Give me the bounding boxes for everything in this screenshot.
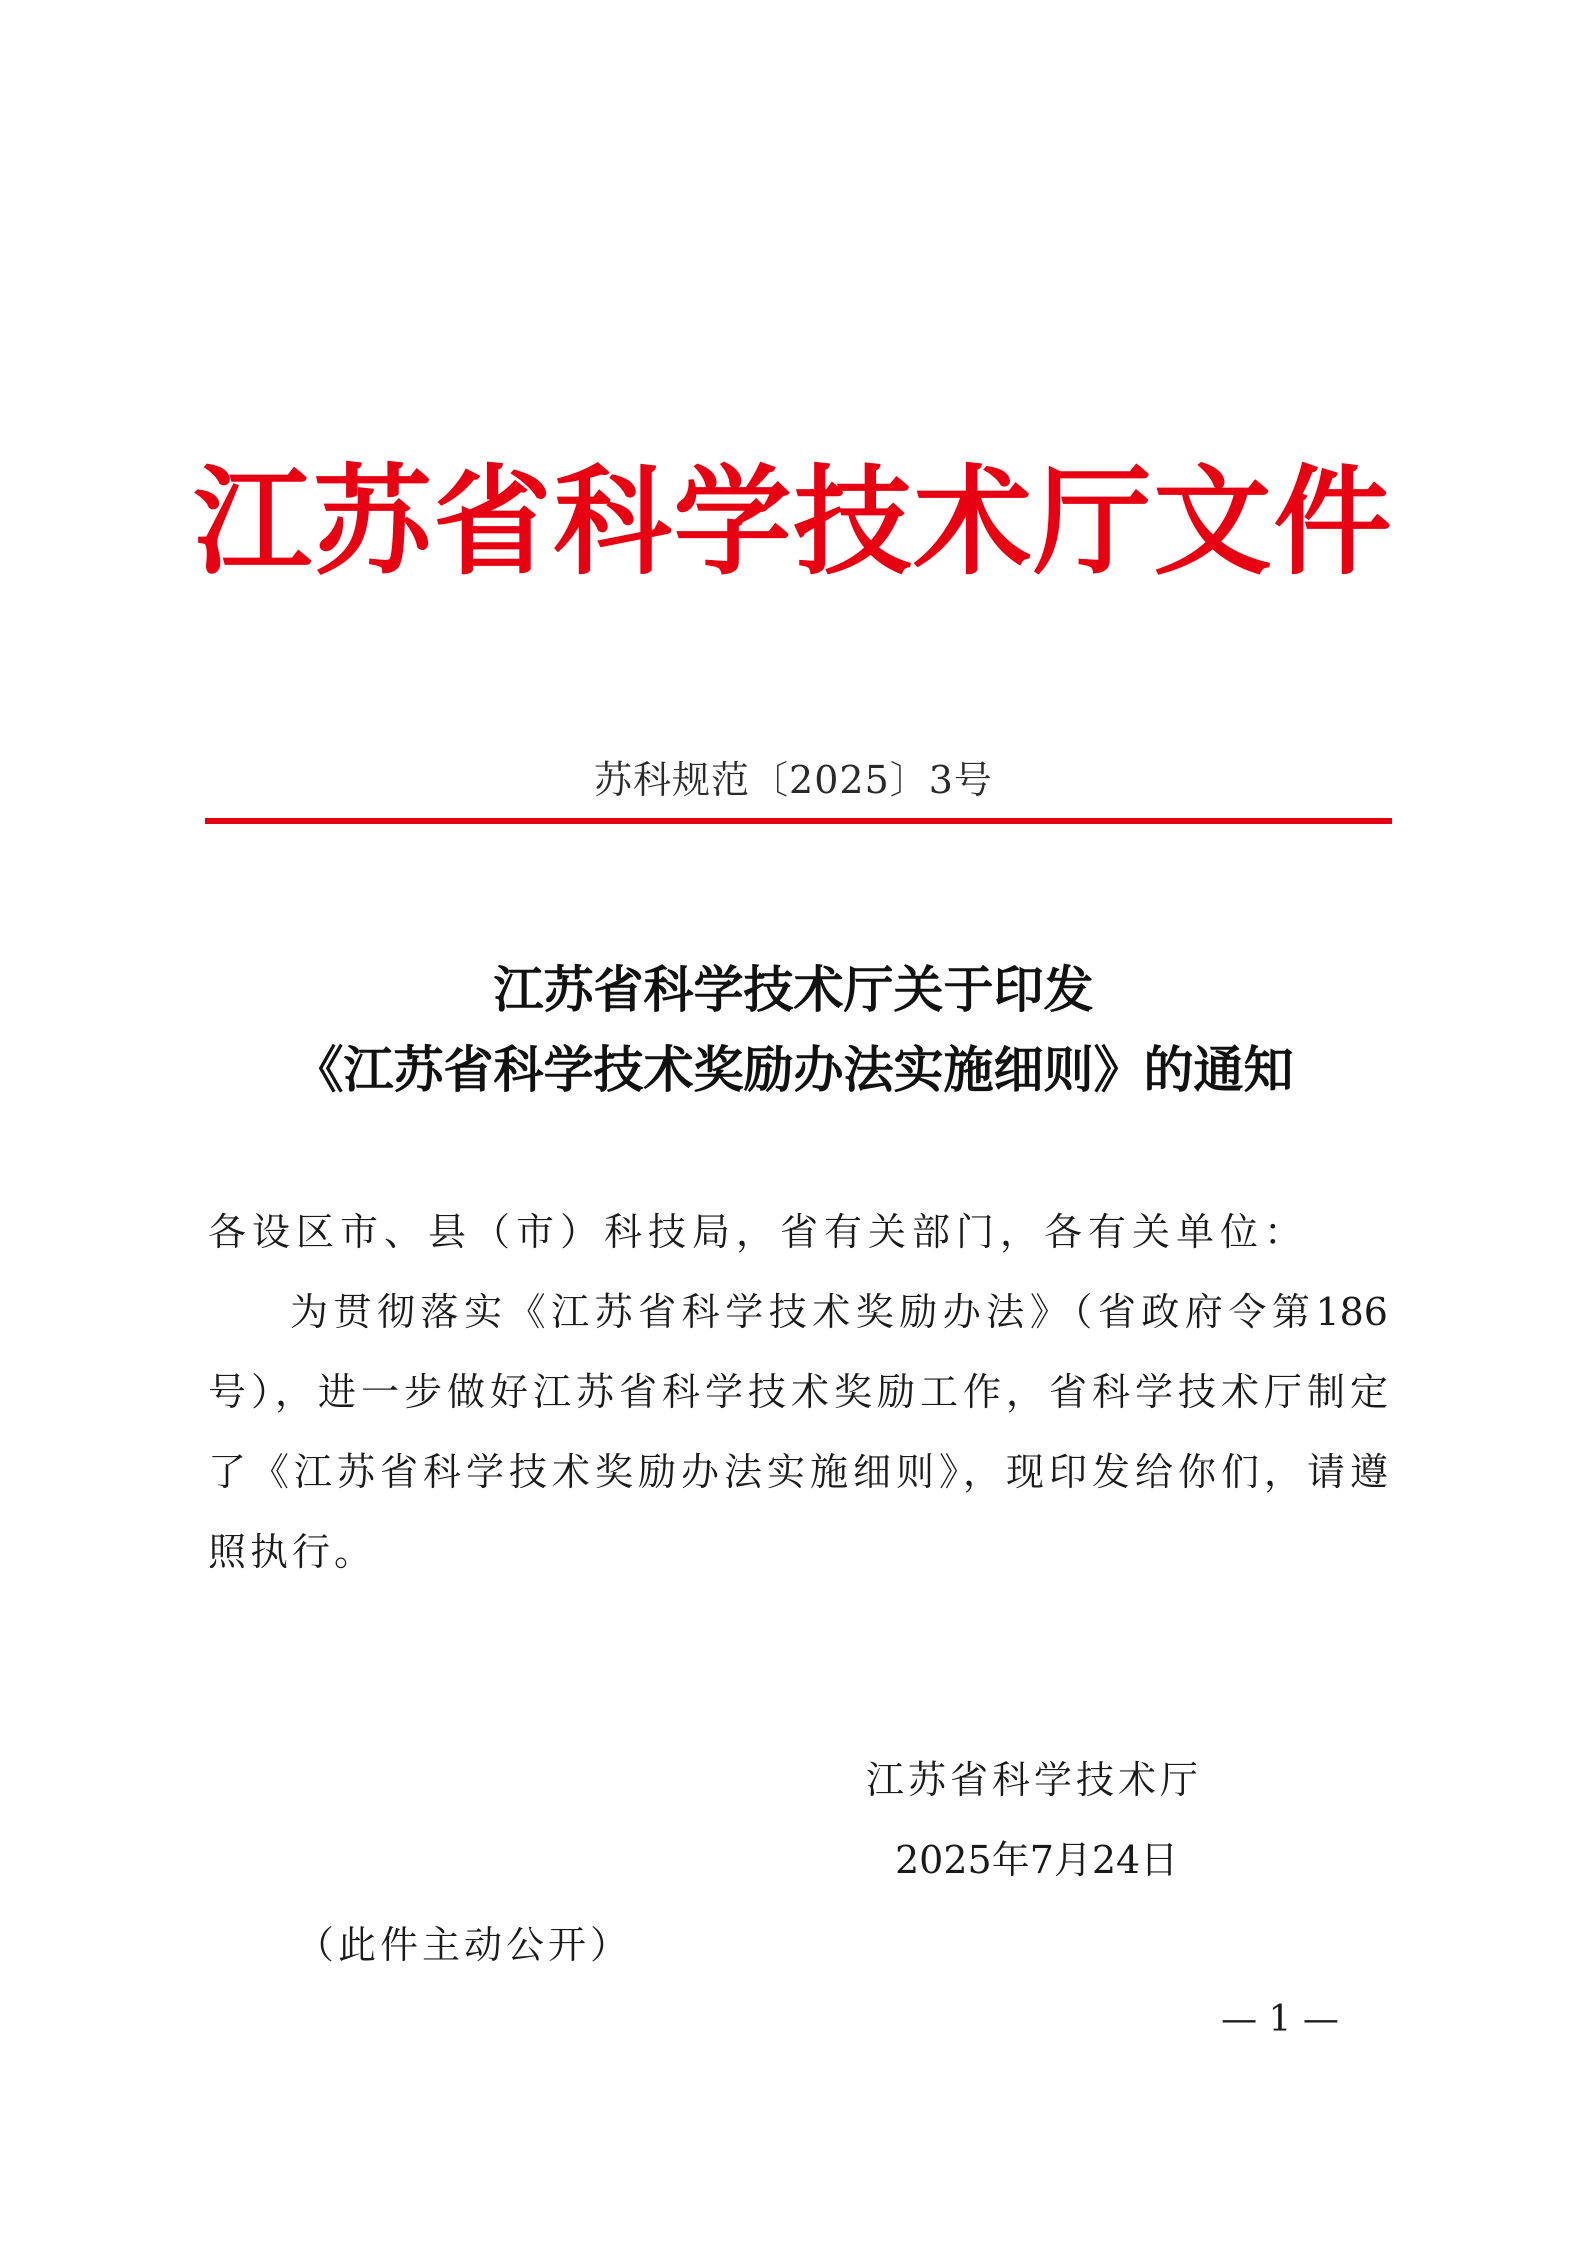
issue-date: 2025年7月24日 xyxy=(895,1838,1179,1882)
document-number: 苏科规范〔2025〕3号 xyxy=(594,758,993,802)
body-paragraph-line: 了《江苏省科学技术奖励办法实施细则》，现印发给你们，请遵 xyxy=(208,1450,1388,1494)
notice-title-line-2: 《江苏省科学技术奖励办法实施细则》的通知 xyxy=(293,1040,1294,1099)
issuer-signature: 江苏省科学技术厅 xyxy=(866,1758,1203,1802)
body-paragraph-line: 号），进一步做好江苏省科学技术奖励工作，省科学技术厅制定 xyxy=(208,1370,1388,1414)
body-paragraph-line: 照执行。 xyxy=(208,1530,377,1574)
notice-title-line-1: 江苏省科学技术厅关于印发 xyxy=(493,960,1094,1019)
red-divider-line xyxy=(205,818,1392,824)
body-paragraph-line: 为贯彻落实《江苏省科学技术奖励办法》（省政府令第186 xyxy=(290,1290,1388,1334)
salutation: 各设区市、县（市）科技局，省有关部门，各有关单位： xyxy=(208,1210,1309,1254)
page-number: — 1 — xyxy=(1221,1999,1339,2040)
masthead-title: 江苏省科学技术厅文件 xyxy=(193,453,1394,591)
disclosure-note: （此件主动公开） xyxy=(296,1923,633,1967)
